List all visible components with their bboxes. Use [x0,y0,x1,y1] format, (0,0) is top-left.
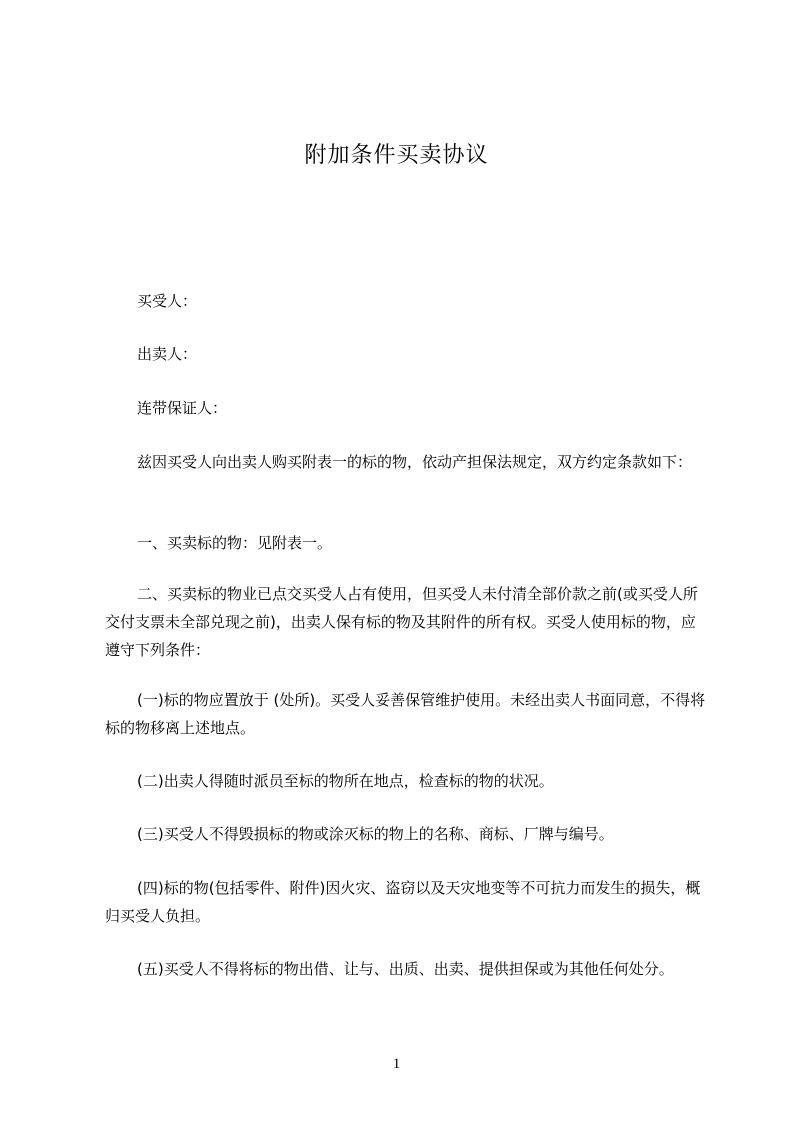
clause-2-item-3: (三)买受人不得毁损标的物或涂灭标的物上的名称、商标、厂牌与编号。 [137,825,614,843]
seller-line: 出卖人： [137,345,198,363]
clause-1: 一、买卖标的物：见附表一。 [137,534,333,552]
clause-2-item-1: (一)标的物应置放于 (处所)。买受人妥善保管维护使用。未经出卖人书面同意，不得将标的物移离上述地点。 [105,691,706,737]
clause-2: 二、买卖标的物业已点交买受人占有使用，但买受人未付清全部价款之前(或买受人所交付支票未全部兑现之前)，出卖人保有标的物及其附件的所有权。买受人使用标的物，应遵守下列条件： [105,585,698,659]
guarantor-line: 连带保证人： [137,399,228,417]
clause-2-item-5: (五)买受人不得将标的物出借、让与、出质、出卖、提供担保或为其他任何处分。 [137,960,674,978]
page-title: 附加条件买卖协议 [304,143,489,168]
clause-2-item-2: (二)出卖人得随时派员至标的物所在地点，检查标的物的状况。 [137,772,554,790]
buyer-line: 买受人： [137,292,198,310]
clause-2-item-4: (四)标的物(包括零件、附件)因火灾、盗窃以及天灾地变等不可抗力而发生的损失，概归买受人负担。 [105,879,701,925]
page-number: 1 [392,1056,401,1072]
preamble-paragraph: 兹因买受人向出卖人购买附表一的标的物，依动产担保法规定，双方约定条款如下： [137,453,693,471]
